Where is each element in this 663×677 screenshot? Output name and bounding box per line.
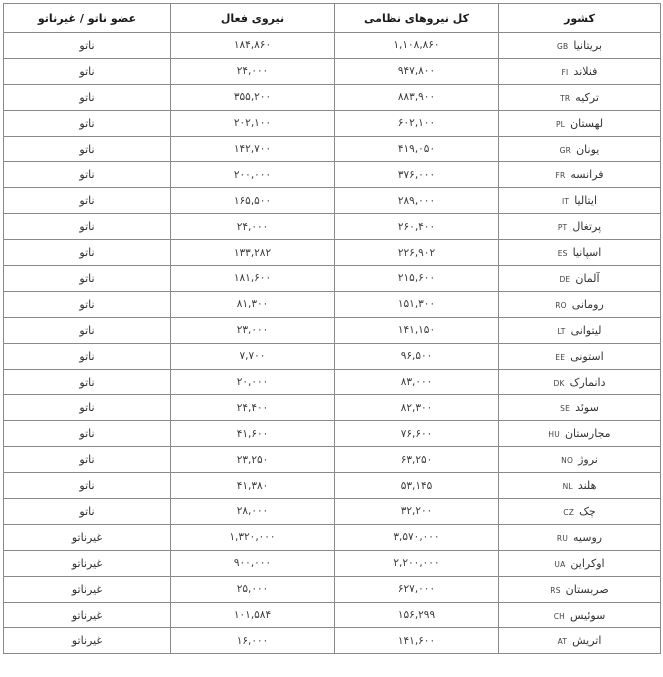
country-code: ES [557,249,568,259]
table-row [4,33,661,59]
nato-membership-cell: ناتو [4,291,171,317]
total-forces-cell: ۹۴۷,۸۰۰ [335,58,499,84]
active-forces-cell: ۸۱,۳۰۰ [171,291,335,317]
country-name: اتریش [572,634,602,648]
active-forces-cell: ۱۶۵,۵۰۰ [171,188,335,214]
country-code: PL [555,119,566,129]
active-forces-cell: ۲۰۰,۰۰۰ [171,162,335,188]
active-forces-cell: ۲۴,۰۰۰ [171,214,335,240]
active-forces-cell: ۲۸,۰۰۰ [171,499,335,525]
total-forces-cell: ۷۶,۶۰۰ [335,421,499,447]
total-forces-cell: ۶۲۷,۰۰۰ [335,576,499,602]
country-name: لیتوانی [570,323,602,337]
total-forces-cell: ۱۴۱,۶۰۰ [335,628,499,654]
country-name: ترکیه [575,90,599,104]
active-forces-cell: ۲۴,۴۰۰ [171,395,335,421]
country-code: RU [556,533,569,543]
total-forces-cell: ۴۱۹,۰۵۰ [335,136,499,162]
country-cell [499,576,661,602]
table-row [4,369,661,395]
total-forces-cell: ۸۳,۰۰۰ [335,369,499,395]
country-name: نروژ [578,453,598,467]
country-code: PT [557,223,568,233]
nato-membership-cell: ناتو [4,240,171,266]
country-code: GB [557,41,569,51]
table-row [4,58,661,84]
nato-membership-cell: ناتو [4,33,171,59]
nato-membership-cell: ناتو [4,499,171,525]
country-cell [499,110,661,136]
military-forces-table-container [3,3,660,654]
nato-membership-cell: ناتو [4,110,171,136]
country-code: EE [555,352,566,362]
nato-membership-cell: ناتو [4,395,171,421]
country-code: HU [548,430,560,440]
active-forces-cell: ۱۸۴,۸۶۰ [171,33,335,59]
country-name: فرانسه [570,168,604,182]
country-name: بریتانیا [573,38,602,52]
nato-membership-cell: ناتو [4,473,171,499]
header-nato-membership: عضو ناتو / غیرناتو [4,4,171,33]
country-code: FR [555,171,566,181]
country-name: سوئد [575,401,599,415]
country-cell [499,84,661,110]
country-cell [499,291,661,317]
military-forces-table [3,3,661,654]
total-forces-cell: ۹۶,۵۰۰ [335,343,499,369]
total-forces-cell: ۲۱۵,۶۰۰ [335,266,499,292]
active-forces-cell: ۱۸۱,۶۰۰ [171,266,335,292]
header-total-forces: کل نیروهای نظامی [335,4,499,33]
country-code: DK [553,378,565,388]
table-row [4,421,661,447]
country-code: SE [560,404,571,414]
country-name: صربستان [565,582,609,596]
country-cell [499,136,661,162]
total-forces-cell: ۳۲,۲۰۰ [335,499,499,525]
country-code: LT [557,326,566,336]
nato-membership-cell: غیرناتو [4,524,171,550]
table-header-row [4,4,661,33]
active-forces-cell: ۳۵۵,۲۰۰ [171,84,335,110]
active-forces-cell: ۹۰۰,۰۰۰ [171,550,335,576]
country-cell [499,628,661,654]
country-cell [499,550,661,576]
active-forces-cell: ۷,۷۰۰ [171,343,335,369]
nato-membership-cell: ناتو [4,58,171,84]
country-cell [499,162,661,188]
nato-membership-cell: ناتو [4,317,171,343]
country-name: آلمان [575,271,600,285]
country-name: یونان [576,142,600,156]
active-forces-cell: ۲۴,۰۰۰ [171,58,335,84]
active-forces-cell: ۱۶,۰۰۰ [171,628,335,654]
country-code: CZ [563,507,575,517]
country-cell [499,33,661,59]
table-row [4,447,661,473]
country-name: لهستان [570,116,604,130]
active-forces-cell: ۲۰۲,۱۰۰ [171,110,335,136]
country-name: اوکراین [570,556,605,570]
total-forces-cell: ۸۸۳,۹۰۰ [335,84,499,110]
nato-membership-cell: ناتو [4,266,171,292]
country-code: AT [557,637,568,647]
total-forces-cell: ۱,۱۰۸,۸۶۰ [335,33,499,59]
table-row [4,110,661,136]
header-country: کشور [499,4,661,33]
country-name: فنلاند [573,64,598,78]
active-forces-cell: ۴۱,۶۰۰ [171,421,335,447]
active-forces-cell: ۱۳۳,۲۸۲ [171,240,335,266]
country-cell [499,343,661,369]
nato-membership-cell: ناتو [4,136,171,162]
country-cell [499,317,661,343]
nato-membership-cell: ناتو [4,188,171,214]
nato-membership-cell: غیرناتو [4,576,171,602]
country-name: روسیه [573,530,603,544]
total-forces-cell: ۲,۲۰۰,۰۰۰ [335,550,499,576]
total-forces-cell: ۱۵۱,۳۰۰ [335,291,499,317]
country-name: سوئیس [569,608,606,622]
total-forces-cell: ۶۰۲,۱۰۰ [335,110,499,136]
total-forces-cell: ۳۷۶,۰۰۰ [335,162,499,188]
active-forces-cell: ۴۱,۳۸۰ [171,473,335,499]
country-cell [499,473,661,499]
country-cell [499,524,661,550]
country-cell [499,602,661,628]
country-code: IT [561,197,570,207]
table-row [4,602,661,628]
active-forces-cell: ۱۴۲,۷۰۰ [171,136,335,162]
nato-membership-cell: غیرناتو [4,628,171,654]
country-cell [499,240,661,266]
country-name: مجارستان [564,427,611,441]
total-forces-cell: ۶۳,۲۵۰ [335,447,499,473]
total-forces-cell: ۲۲۶,۹۰۲ [335,240,499,266]
table-row [4,576,661,602]
table-row [4,188,661,214]
total-forces-cell: ۲۶۰,۴۰۰ [335,214,499,240]
nato-membership-cell: ناتو [4,214,171,240]
table-row [4,343,661,369]
nato-membership-cell: ناتو [4,421,171,447]
country-cell [499,421,661,447]
active-forces-cell: ۲۳,۲۵۰ [171,447,335,473]
country-cell [499,447,661,473]
country-cell [499,58,661,84]
nato-membership-cell: ناتو [4,343,171,369]
country-code: RS [550,585,561,595]
total-forces-cell: ۵۳,۱۴۵ [335,473,499,499]
country-name: استونی [570,349,604,363]
country-name: دانمارک [569,375,606,389]
country-code: DE [559,274,571,284]
table-body [4,33,661,654]
active-forces-cell: ۲۰,۰۰۰ [171,369,335,395]
country-code: NL [562,482,573,492]
table-row [4,499,661,525]
country-code: NO [561,456,574,466]
table-row [4,266,661,292]
country-cell [499,369,661,395]
country-name: پرتغال [572,220,602,234]
active-forces-cell: ۲۳,۰۰۰ [171,317,335,343]
country-name: رومانی [571,297,604,311]
total-forces-cell: ۱۴۱,۱۵۰ [335,317,499,343]
nato-membership-cell: ناتو [4,447,171,473]
active-forces-cell: ۱,۳۲۰,۰۰۰ [171,524,335,550]
country-code: CH [553,611,565,621]
country-name: چک [579,504,596,518]
nato-membership-cell: غیرناتو [4,602,171,628]
country-cell [499,214,661,240]
table-row [4,550,661,576]
table-row [4,395,661,421]
country-cell [499,266,661,292]
table-row [4,473,661,499]
country-code: GR [559,145,572,155]
table-row [4,628,661,654]
nato-membership-cell: غیرناتو [4,550,171,576]
nato-membership-cell: ناتو [4,162,171,188]
country-cell [499,188,661,214]
country-code: TR [560,93,571,103]
table-row [4,214,661,240]
country-code: FI [561,67,569,77]
total-forces-cell: ۱۵۶,۲۹۹ [335,602,499,628]
country-name: اسپانیا [572,246,602,260]
country-code: RO [555,300,567,310]
table-row [4,240,661,266]
country-name: ایتالیا [574,194,597,208]
country-code: UA [554,559,566,569]
table-row [4,317,661,343]
country-cell [499,395,661,421]
nato-membership-cell: ناتو [4,84,171,110]
header-active-forces: نیروی فعال [171,4,335,33]
active-forces-cell: ۱۰۱,۵۸۴ [171,602,335,628]
table-row [4,84,661,110]
table-row [4,136,661,162]
total-forces-cell: ۳,۵۷۰,۰۰۰ [335,524,499,550]
table-row [4,291,661,317]
country-cell [499,499,661,525]
total-forces-cell: ۲۸۹,۰۰۰ [335,188,499,214]
total-forces-cell: ۸۲,۳۰۰ [335,395,499,421]
active-forces-cell: ۲۵,۰۰۰ [171,576,335,602]
table-row [4,524,661,550]
nato-membership-cell: ناتو [4,369,171,395]
country-name: هلند [577,479,597,493]
table-row [4,162,661,188]
